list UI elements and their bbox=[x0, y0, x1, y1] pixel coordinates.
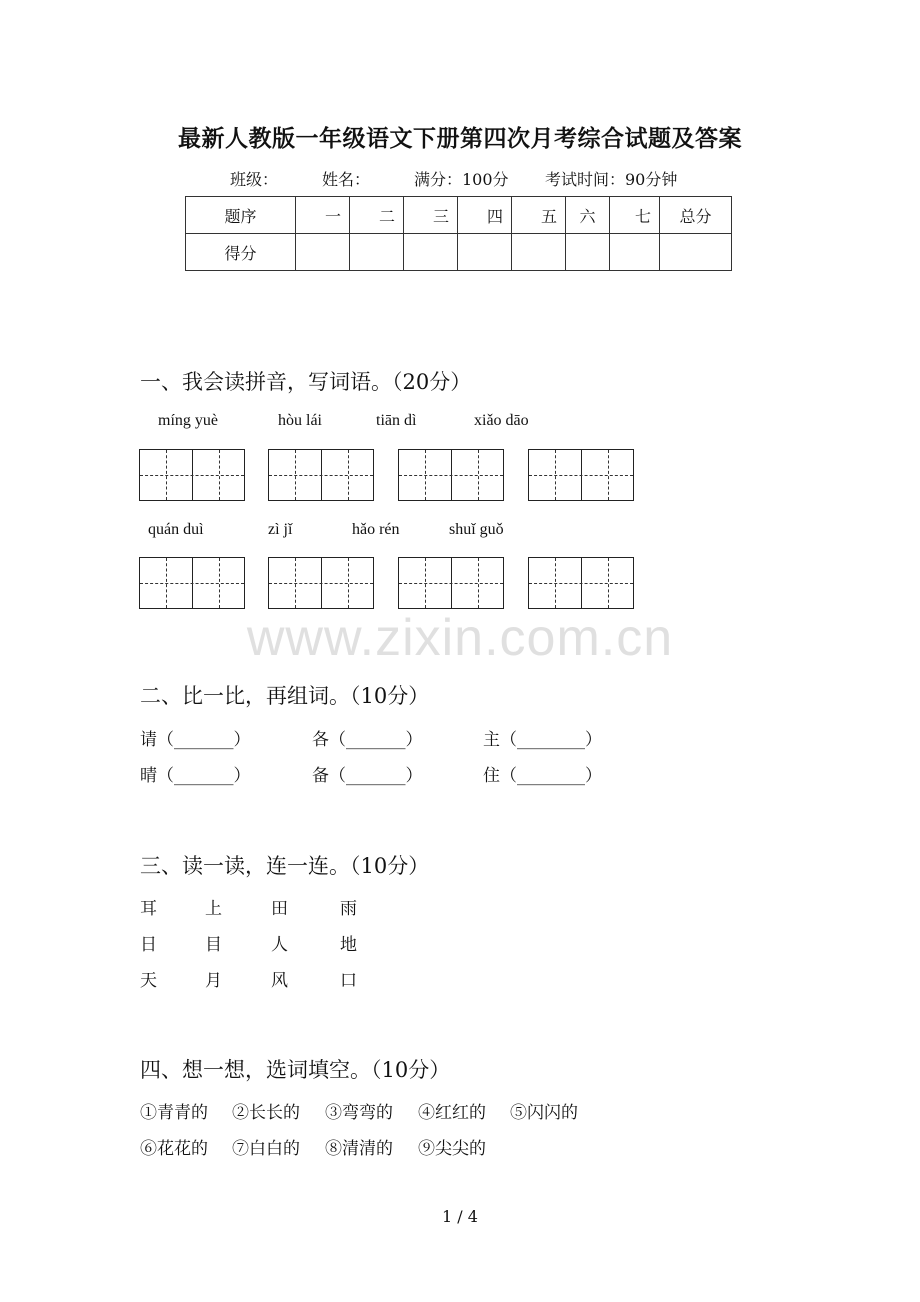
table-header-cell: 题序 bbox=[186, 197, 296, 234]
pinyin-label: quán duì bbox=[148, 521, 204, 538]
pinyin-label: zì jǐ bbox=[268, 521, 293, 538]
match-char: 天 bbox=[140, 971, 157, 991]
table-row-label: 得分 bbox=[186, 234, 296, 271]
word-item: 备（_______） bbox=[312, 766, 423, 786]
match-char: 人 bbox=[271, 935, 288, 955]
match-char: 地 bbox=[340, 935, 357, 955]
pinyin-label: tiān dì bbox=[376, 412, 417, 429]
word-option: ①青青的 bbox=[140, 1103, 208, 1123]
match-char: 日 bbox=[140, 935, 157, 955]
word-item: 晴（_______） bbox=[140, 766, 251, 786]
word-option: ②长长的 bbox=[232, 1103, 300, 1123]
pinyin-label: hǎo rén bbox=[352, 521, 400, 538]
word-item: 各（_______） bbox=[312, 730, 423, 750]
word-option: ⑧清清的 bbox=[325, 1139, 393, 1159]
word-option: ⑥花花的 bbox=[140, 1139, 208, 1159]
page-title: 最新人教版一年级语文下册第四次月考综合试题及答案 bbox=[178, 125, 742, 152]
section-heading: 四、想一想，选词填空。（10分） bbox=[140, 1058, 451, 1082]
writing-grid[interactable] bbox=[268, 449, 374, 501]
table-header-cell: 六 bbox=[566, 197, 610, 234]
section-heading: 二、比一比，再组词。（10分） bbox=[140, 684, 430, 708]
watermark: www.zixin.com.cn bbox=[246, 609, 674, 667]
match-char: 耳 bbox=[140, 899, 157, 919]
section-heading: 三、读一读，连一连。（10分） bbox=[140, 854, 430, 878]
section-heading: 一、我会读拼音，写词语。（20分） bbox=[140, 370, 472, 394]
writing-grid[interactable] bbox=[398, 557, 504, 609]
match-char: 目 bbox=[205, 935, 222, 955]
match-char: 月 bbox=[205, 971, 222, 991]
word-item: 请（_______） bbox=[140, 730, 251, 750]
match-char: 田 bbox=[271, 899, 288, 919]
class-label: 班级： bbox=[230, 170, 279, 189]
score-cell[interactable] bbox=[660, 234, 732, 271]
match-char: 雨 bbox=[340, 899, 357, 919]
word-item: 住（________） bbox=[483, 766, 602, 786]
page-number: 1 / 4 bbox=[442, 1207, 478, 1226]
writing-grid[interactable] bbox=[398, 449, 504, 501]
full-score-label: 满分：100分 bbox=[414, 170, 509, 189]
score-cell[interactable] bbox=[404, 234, 458, 271]
word-option: ④红红的 bbox=[418, 1103, 486, 1123]
match-char: 口 bbox=[340, 971, 357, 991]
pinyin-label: hòu lái bbox=[278, 412, 322, 429]
writing-grid[interactable] bbox=[268, 557, 374, 609]
word-option: ⑤闪闪的 bbox=[510, 1103, 578, 1123]
word-option: ③弯弯的 bbox=[325, 1103, 393, 1123]
writing-grid[interactable] bbox=[139, 557, 245, 609]
pinyin-label: xiǎo dāo bbox=[474, 412, 529, 429]
word-option: ⑨尖尖的 bbox=[418, 1139, 486, 1159]
score-cell[interactable] bbox=[296, 234, 350, 271]
score-cell[interactable] bbox=[512, 234, 566, 271]
score-cell[interactable] bbox=[458, 234, 512, 271]
score-cell[interactable] bbox=[350, 234, 404, 271]
table-header-cell: 四 bbox=[458, 197, 512, 234]
score-table bbox=[185, 196, 732, 271]
pinyin-label: shuǐ guǒ bbox=[449, 521, 504, 538]
table-header-cell: 总分 bbox=[660, 197, 732, 234]
word-option: ⑦白白的 bbox=[232, 1139, 300, 1159]
writing-grid[interactable] bbox=[139, 449, 245, 501]
match-char: 上 bbox=[205, 899, 222, 919]
score-cell[interactable] bbox=[610, 234, 660, 271]
table-header-cell: 五 bbox=[512, 197, 566, 234]
table-header-cell: 三 bbox=[404, 197, 458, 234]
score-table-row bbox=[186, 234, 732, 271]
score-table-header-row bbox=[186, 197, 732, 234]
name-label: 姓名： bbox=[322, 170, 371, 189]
writing-grid[interactable] bbox=[528, 449, 634, 501]
table-header-cell: 二 bbox=[350, 197, 404, 234]
table-header-cell: 七 bbox=[610, 197, 660, 234]
pinyin-label: míng yuè bbox=[158, 412, 218, 429]
exam-time-label: 考试时间：90分钟 bbox=[545, 170, 678, 189]
match-char: 风 bbox=[271, 971, 288, 991]
writing-grid[interactable] bbox=[528, 557, 634, 609]
word-item: 主（________） bbox=[483, 730, 602, 750]
score-cell[interactable] bbox=[566, 234, 610, 271]
table-header-cell: 一 bbox=[296, 197, 350, 234]
